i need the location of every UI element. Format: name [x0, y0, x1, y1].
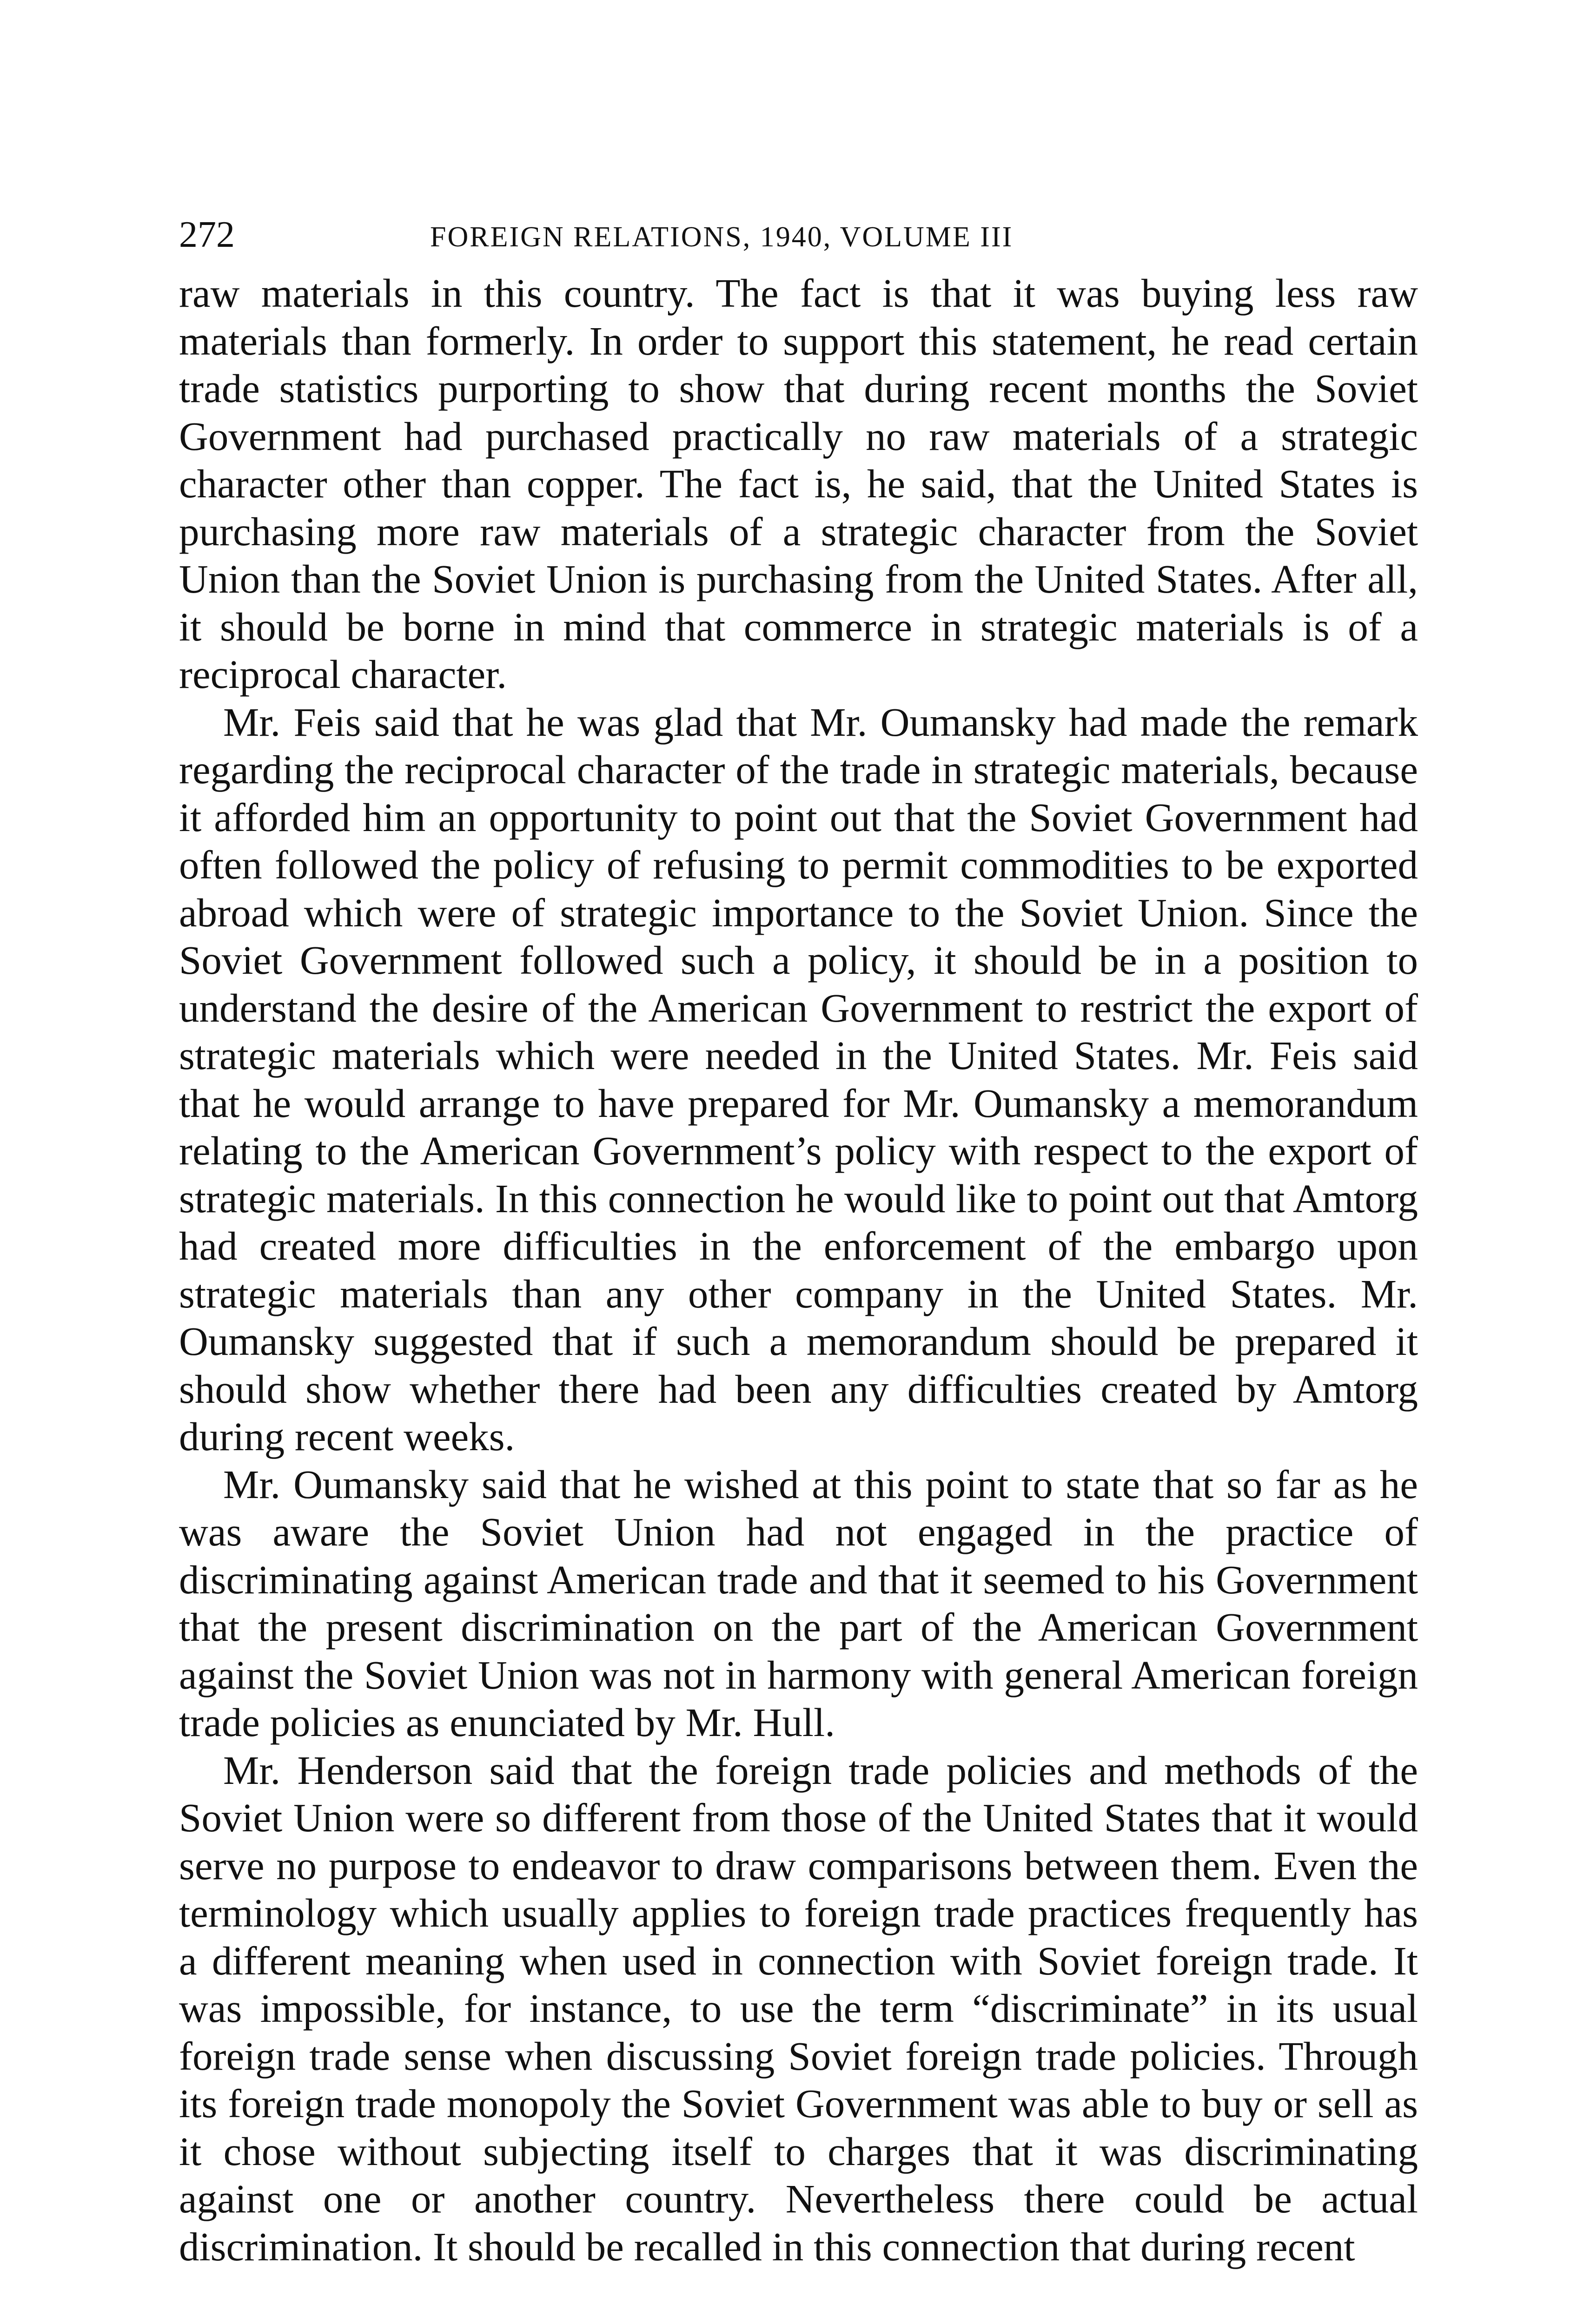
document-page	[179, 205, 1418, 2271]
paragraph-oumansky: Mr. Oumansky said that he wished at this point to state that so far as he was aware the Soviet Union had not engaged in the practice of discriminating against American trade and that it seemed to his Government that the present discrimination on the part of the American Government against the Soviet Union was not in harmony with general American foreign trade policies as enunciated by Mr. Hull.	[179, 1461, 1418, 1745]
running-head: FOREIGN RELATIONS, 1940, VOLUME III	[430, 221, 1014, 253]
paragraph-continuation: raw materials in this country. The fact is that it was buying less raw materials than formerly. In order to support this statement, he read certain trade statistics purporting to show that during recent months the Soviet Government had purchased practically no raw materials of a strategic character other than copper. The fact is, he said, that the United States is purchasing more raw materials of a strategic character from the Soviet Union than the Soviet Union is purchasing from the United States. After all, it should be borne in mind that commerce in strategic materials is of a reciprocal character.	[179, 271, 1418, 697]
page-number: 272	[179, 214, 235, 255]
body-text	[179, 270, 1418, 2271]
page-header	[179, 205, 1418, 270]
paragraph-feis: Mr. Feis said that he was glad that Mr. Oumansky had made the remark regarding the reciprocal character of the trade in strategic materials, because it afforded him an opportunity to point out that the Soviet Government had often followed the policy of refusing to permit commodities to be exported abroad which were of strategic importance to the Soviet Union. Since the Soviet Government followed such a policy, it should be in a position to understand the desire of the American Government to restrict the export of strategic materials which were needed in the United States. Mr. Feis said that he would arrange to have prepared for Mr. Oumansky a memorandum relating to the American Government’s policy with respect to the export of strategic materials. In this connection he would like to point out that Amtorg had created more difficulties in the enforcement of the embargo upon strategic materials than any other company in the United States. Mr. Oumansky suggested that if such a memorandum should be prepared it should show whether there had been any difficulties created by Amtorg during recent weeks.	[179, 699, 1418, 1459]
paragraph-henderson: Mr. Henderson said that the foreign trade policies and methods of the Soviet Union were so different from those of the United States that it would serve no purpose to endeavor to draw comparisons between them. Even the terminology which usually applies to foreign trade practices frequently has a different meaning when used in connection with Soviet foreign trade. It was impossible, for instance, to use the term “discriminate” in its usual foreign trade sense when discussing Soviet foreign trade policies. Through its foreign trade monopoly the Soviet Government was able to buy or sell as it chose without subjecting itself to charges that it was discriminating against one or another country. Nevertheless there could be actual discrimination. It should be recalled in this connection that during recent	[179, 1747, 1418, 2269]
